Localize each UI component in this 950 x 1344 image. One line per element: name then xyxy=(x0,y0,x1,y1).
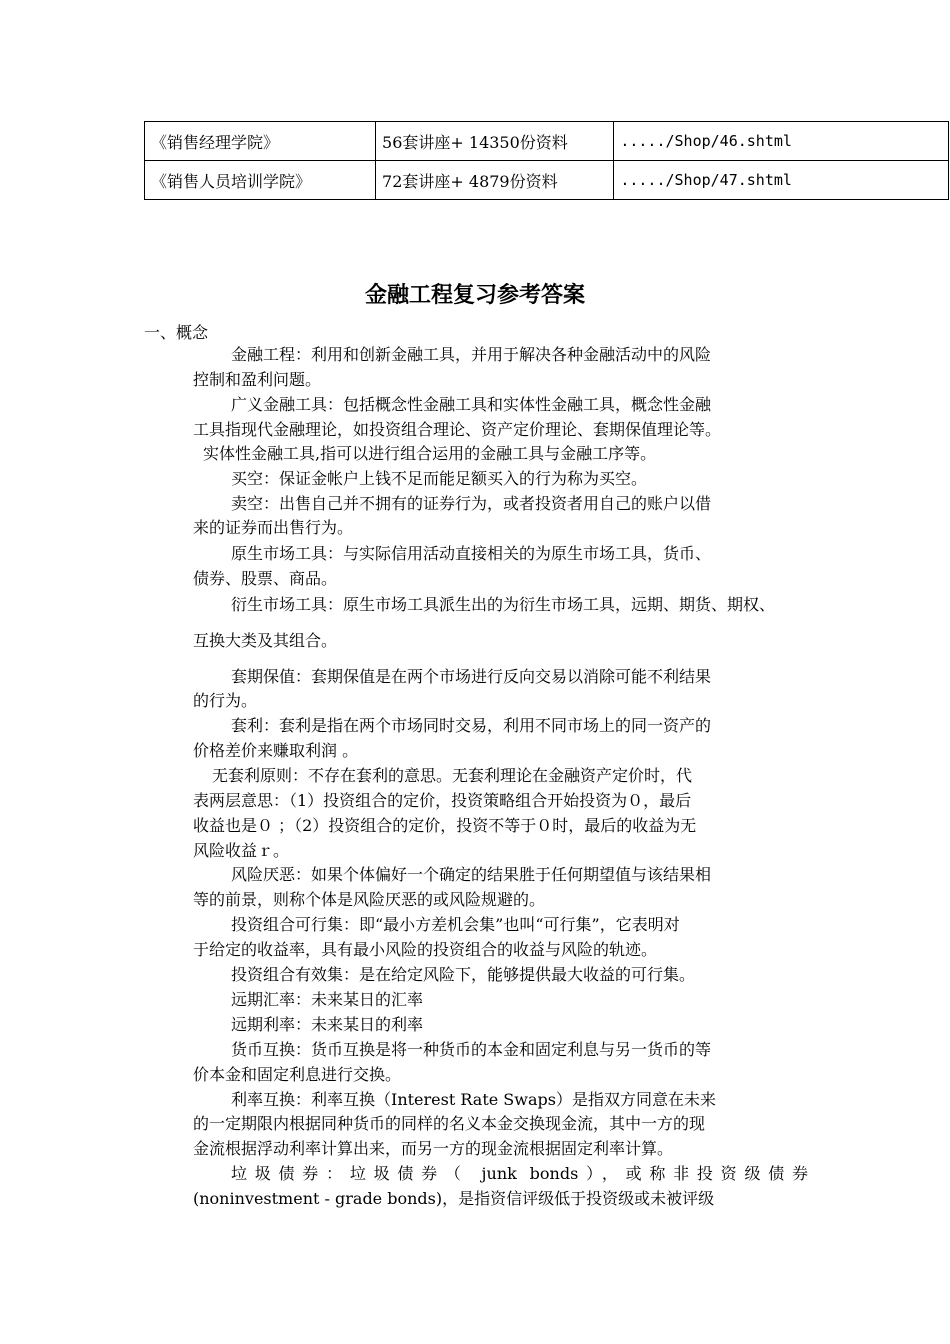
paragraph-line: 投资组合有效集：是在给定风险下，能够提供最大收益的可行集。 xyxy=(231,965,696,984)
paragraph-line: 的行为。 xyxy=(193,691,258,710)
table-row xyxy=(145,161,949,200)
paragraph-line: 无套利原则：不存在套利的意思。无套利理论在金融资产定价时，代 xyxy=(212,766,693,785)
table-row xyxy=(145,122,949,161)
paragraph-line: 的一定期限内根据同种货币的同样的名义本金交换现金流，其中一方的现 xyxy=(193,1114,706,1133)
paragraph-line: 金融工程：利用和创新金融工具，并用于解决各种金融活动中的风险 xyxy=(231,345,712,364)
paragraph-line: 远期利率：未来某日的利率 xyxy=(231,1015,424,1034)
paragraph-line: 风险厌恶：如果个体偏好一个确定的结果胜于任何期望值与该结果相 xyxy=(231,865,712,884)
paragraph-line: 互换大类及其组合。 xyxy=(193,631,338,650)
paragraph-line: 套期保值：套期保值是在两个市场进行反向交易以消除可能不利结果 xyxy=(231,667,712,686)
paragraph-line: 买空：保证金帐户上钱不足而能足额买入的行为称为买空。 xyxy=(231,469,648,488)
paragraph-line: (noninvestment - grade bonds)，是指资信评级低于投资级或未被评级 xyxy=(193,1189,715,1208)
table-cell-name: 《销售人员培训学院》 xyxy=(145,161,376,200)
table-cell-content: 56套讲座+ 14350份资料 xyxy=(376,122,614,161)
table-cell-link[interactable]: ...../Shop/46.shtml xyxy=(614,122,949,161)
paragraph-line: 利率互换：利率互换（Interest Rate Swaps）是指双方同意在未来 xyxy=(231,1090,716,1109)
table-cell-name: 《销售经理学院》 xyxy=(145,122,376,161)
section-heading: 一、概念 xyxy=(144,323,209,342)
table-cell-content: 72套讲座+ 4879份资料 xyxy=(376,161,614,200)
table-cell-link[interactable]: ...../Shop/47.shtml xyxy=(614,161,949,200)
paragraph-line: 等的前景，则称个体是风险厌恶的或风险规避的。 xyxy=(193,890,546,909)
document-title: 金融工程复习参考答案 xyxy=(364,283,585,308)
paragraph-line: 收益也是０ ；（2）投资组合的定价，投资不等于０时，最后的收益为无 xyxy=(193,816,697,835)
paragraph-line: 货币互换：货币互换是将一种货币的本金和固定利息与另一货币的等 xyxy=(231,1040,712,1059)
paragraph-line: 金流根据浮动利率计算出来，而另一方的现金流根据固定利率计算。 xyxy=(193,1139,674,1158)
paragraph-line: 表两层意思：（1）投资组合的定价，投资策略组合开始投资为０，最后 xyxy=(193,791,692,810)
paragraph-line: 控制和盈利问题。 xyxy=(193,370,322,389)
paragraph-line: 垃圾债券：垃圾债券（ junk bonds），或称非投资级债券 xyxy=(231,1164,808,1183)
paragraph-line: 工具指现代金融理论，如投资组合理论、资产定价理论、套期保值理论等。 xyxy=(193,420,722,439)
paragraph-line: 衍生市场工具：原生市场工具派生出的为衍生市场工具，远期、期货、期权、 xyxy=(231,595,776,614)
paragraph-line: 于给定的收益率，具有最小风险的投资组合的收益与风险的轨迹。 xyxy=(193,940,658,959)
resource-table xyxy=(144,121,949,200)
paragraph-line: 套利：套利是指在两个市场同时交易，利用不同市场上的同一资产的 xyxy=(231,716,712,735)
paragraph-line: 实体性金融工具,指可以进行组合运用的金融工具与金融工序等。 xyxy=(203,444,657,463)
paragraph-line: 卖空：出售自己并不拥有的证券行为，或者投资者用自己的账户以借 xyxy=(231,494,712,513)
paragraph-line: 原生市场工具：与实际信用活动直接相关的为原生市场工具，货币、 xyxy=(231,544,712,563)
paragraph-line: 来的证券而出售行为。 xyxy=(193,518,354,537)
paragraph-line: 远期汇率：未来某日的汇率 xyxy=(231,990,424,1009)
paragraph-line: 价本金和固定利息进行交换。 xyxy=(193,1065,402,1084)
paragraph-line: 风险收益ｒ。 xyxy=(193,841,290,860)
paragraph-line: 价格差价来赚取利润 。 xyxy=(193,741,359,760)
paragraph-line: 债券、股票、商品。 xyxy=(193,569,338,588)
paragraph-line: 广义金融工具：包括概念性金融工具和实体性金融工具，概念性金融 xyxy=(231,395,712,414)
paragraph-line: 投资组合可行集：即“最小方差机会集”也叫“可行集”，它表明对 xyxy=(231,915,680,934)
